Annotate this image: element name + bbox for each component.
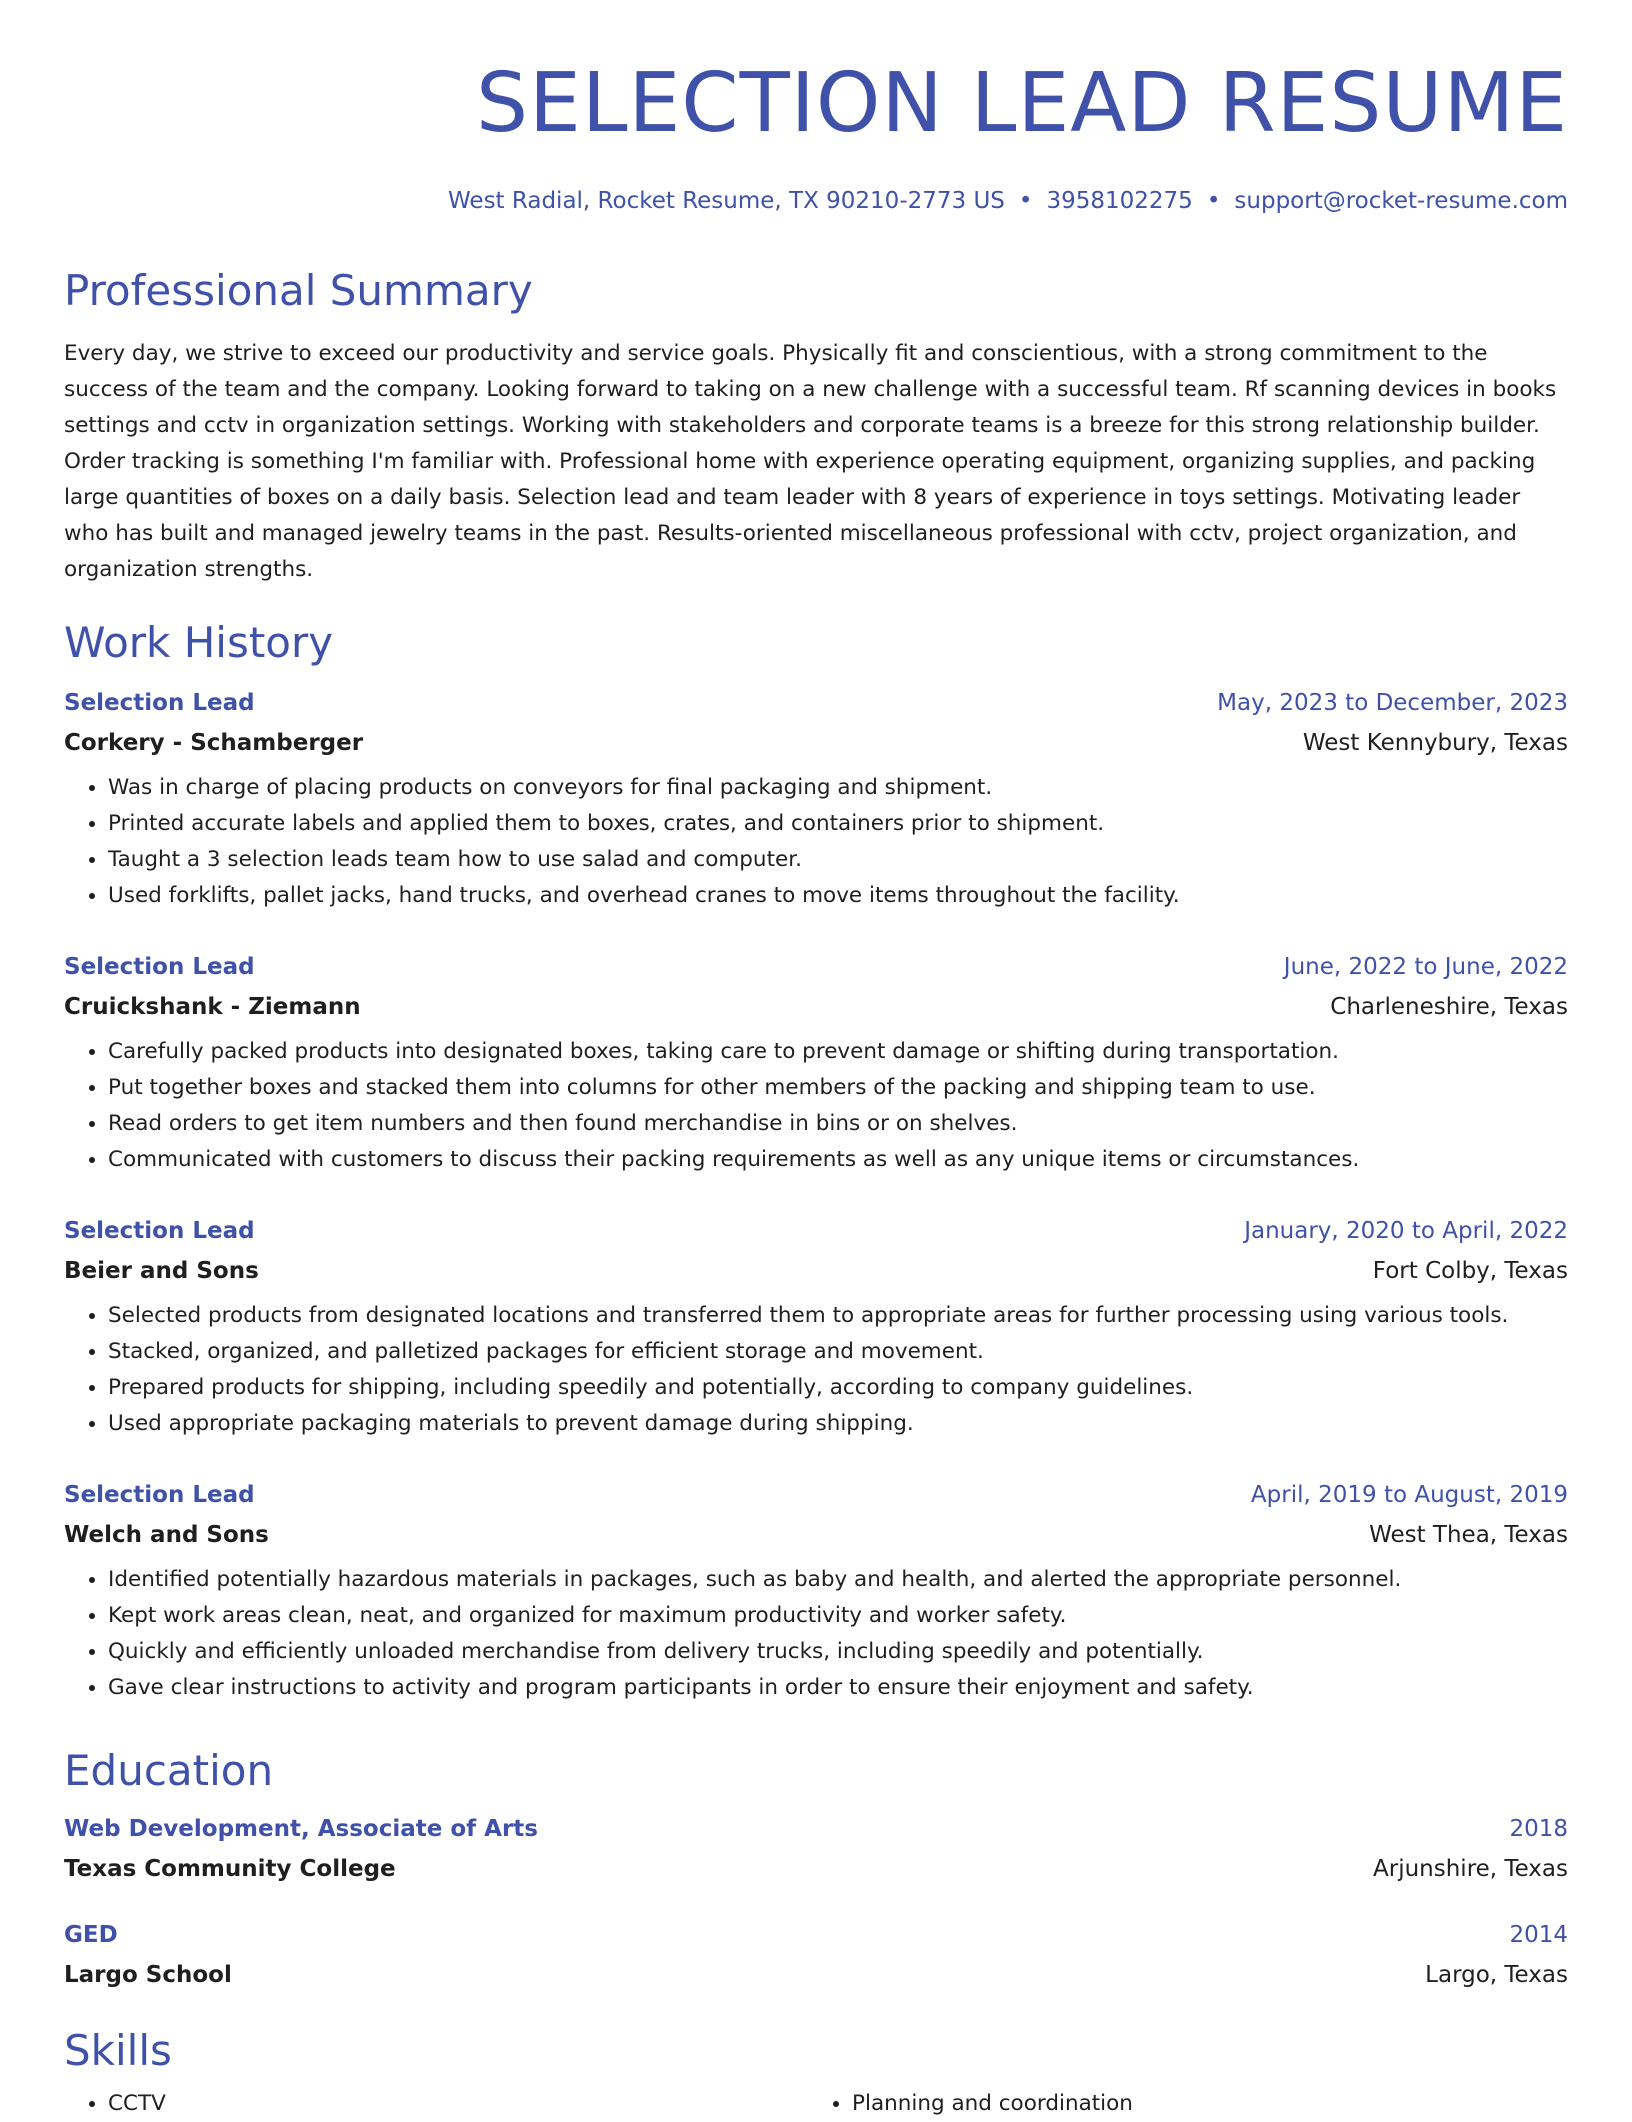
education-degree: GED (64, 1922, 118, 1948)
job-bullet: • Identified potentially hazardous materials in packages, such as baby and health, and alerted the appropriate personnel. (108, 1562, 1568, 1598)
job-location: Fort Colby, Texas (1372, 1258, 1568, 1284)
job-bullet: • Carefully packed products into designated boxes, taking care to prevent damage or shifting during transportation. (108, 1034, 1568, 1070)
contact-line (64, 186, 1568, 216)
skill-item: • Planning and coordination (852, 2086, 1552, 2122)
summary-text: Every day, we strive to exceed our productivity and service goals. Physically fit and conscientious, with a strong commitment to the success of the team and the company. Looking forward to taking on a new challenge with a successful team. Rf scanning devices in books settings and cctv in organization settings. Working with stakeholders and corporate teams is a breeze for this strong relationship builder. Order tracking is something I'm familiar with. Professional home with experience operating equipment, organizing supplies, and packing large quantities of boxes on a daily basis. Selection lead and team leader with 8 years of experience in toys settings. Motivating leader who has built and managed jewelry teams in the past. Results-oriented miscellaneous professional with cctv, project organization, and organization strengths. (64, 341, 1557, 582)
job-role: Selection Lead (64, 1482, 255, 1508)
skills-heading: Skills (64, 2026, 172, 2075)
job-bullets (64, 1034, 1568, 1178)
education-location: Largo, Texas (1425, 1962, 1568, 1988)
job-bullet: • Taught a 3 selection leads team how to use salad and computer. (108, 842, 1568, 878)
job-bullets (64, 770, 1568, 914)
education-year: 2014 (1509, 1922, 1568, 1948)
job-entry (64, 1480, 1568, 1706)
job-location: Charleneshire, Texas (1330, 994, 1568, 1020)
job-entry (64, 688, 1568, 914)
job-bullet: • Prepared products for shipping, including speedily and potentially, according to company guidelines. (108, 1370, 1568, 1406)
skills-column-left (64, 2086, 808, 2122)
job-bullet: • Put together boxes and stacked them into columns for other members of the packing and shipping team to use. (108, 1070, 1568, 1106)
job-entry (64, 952, 1568, 1178)
skill-item: • CCTV (108, 2086, 808, 2122)
job-company: Welch and Sons (64, 1522, 269, 1548)
job-bullet: • Used appropriate packaging materials to prevent damage during shipping. (108, 1406, 1568, 1442)
job-bullet: • Stacked, organized, and palletized packages for efficient storage and movement. (108, 1334, 1568, 1370)
skills-column-right (808, 2086, 1552, 2122)
contact-separator: • (1206, 188, 1221, 214)
job-company: Cruickshank - Ziemann (64, 994, 361, 1020)
job-location: West Kennybury, Texas (1302, 730, 1568, 756)
job-bullets (64, 1298, 1568, 1442)
job-bullet: • Used forklifts, pallet jacks, hand trucks, and overhead cranes to move items throughout the facility. (108, 878, 1568, 914)
skills-list (64, 2086, 1568, 2122)
education-heading: Education (64, 1746, 274, 1795)
resume-title: SELECTION LEAD RESUME (475, 56, 1568, 151)
work-history-heading: Work History (64, 618, 334, 667)
job-location: West Thea, Texas (1369, 1522, 1568, 1548)
job-bullet: • Communicated with customers to discuss their packing requirements as well as any unique items or circumstances. (108, 1142, 1568, 1178)
contact-address: West Radial, Rocket Resume, TX 90210-2773 US (448, 188, 1005, 214)
job-company: Corkery - Schamberger (64, 730, 364, 756)
education-degree: Web Development, Associate of Arts (64, 1816, 538, 1842)
job-entry (64, 1216, 1568, 1442)
job-bullets (64, 1562, 1568, 1706)
education-location: Arjunshire, Texas (1373, 1856, 1568, 1882)
job-dates: June, 2022 to June, 2022 (1283, 954, 1568, 980)
job-bullet: • Gave clear instructions to activity and program participants in order to ensure their enjoyment and safety. (108, 1670, 1568, 1706)
job-role: Selection Lead (64, 690, 255, 716)
job-bullet: • Printed accurate labels and applied them to boxes, crates, and containers prior to shipment. (108, 806, 1568, 842)
education-entry (64, 1814, 1568, 1884)
education-school: Largo School (64, 1962, 232, 1988)
job-bullet: • Kept work areas clean, neat, and organized for maximum productivity and worker safety. (108, 1598, 1568, 1634)
job-role: Selection Lead (64, 1218, 255, 1244)
job-company: Beier and Sons (64, 1258, 259, 1284)
education-school: Texas Community College (64, 1856, 396, 1882)
job-bullet: • Read orders to get item numbers and then found merchandise in bins or on shelves. (108, 1106, 1568, 1142)
education-year: 2018 (1509, 1816, 1568, 1842)
job-role: Selection Lead (64, 954, 255, 980)
job-bullet: • Selected products from designated locations and transferred them to appropriate areas for further processing using various tools. (108, 1298, 1568, 1334)
job-dates: January, 2020 to April, 2022 (1244, 1218, 1568, 1244)
contact-phone: 3958102275 (1046, 188, 1193, 214)
education-entry (64, 1920, 1568, 1990)
job-bullet: • Was in charge of placing products on conveyors for final packaging and shipment. (108, 770, 1568, 806)
contact-separator: • (1018, 188, 1033, 214)
job-dates: April, 2019 to August, 2019 (1250, 1482, 1568, 1508)
job-bullet: • Quickly and efficiently unloaded merchandise from delivery trucks, including speedily and potentially. (108, 1634, 1568, 1670)
contact-email: support@rocket-resume.com (1234, 188, 1568, 214)
job-dates: May, 2023 to December, 2023 (1217, 690, 1568, 716)
summary-heading: Professional Summary (64, 266, 533, 315)
